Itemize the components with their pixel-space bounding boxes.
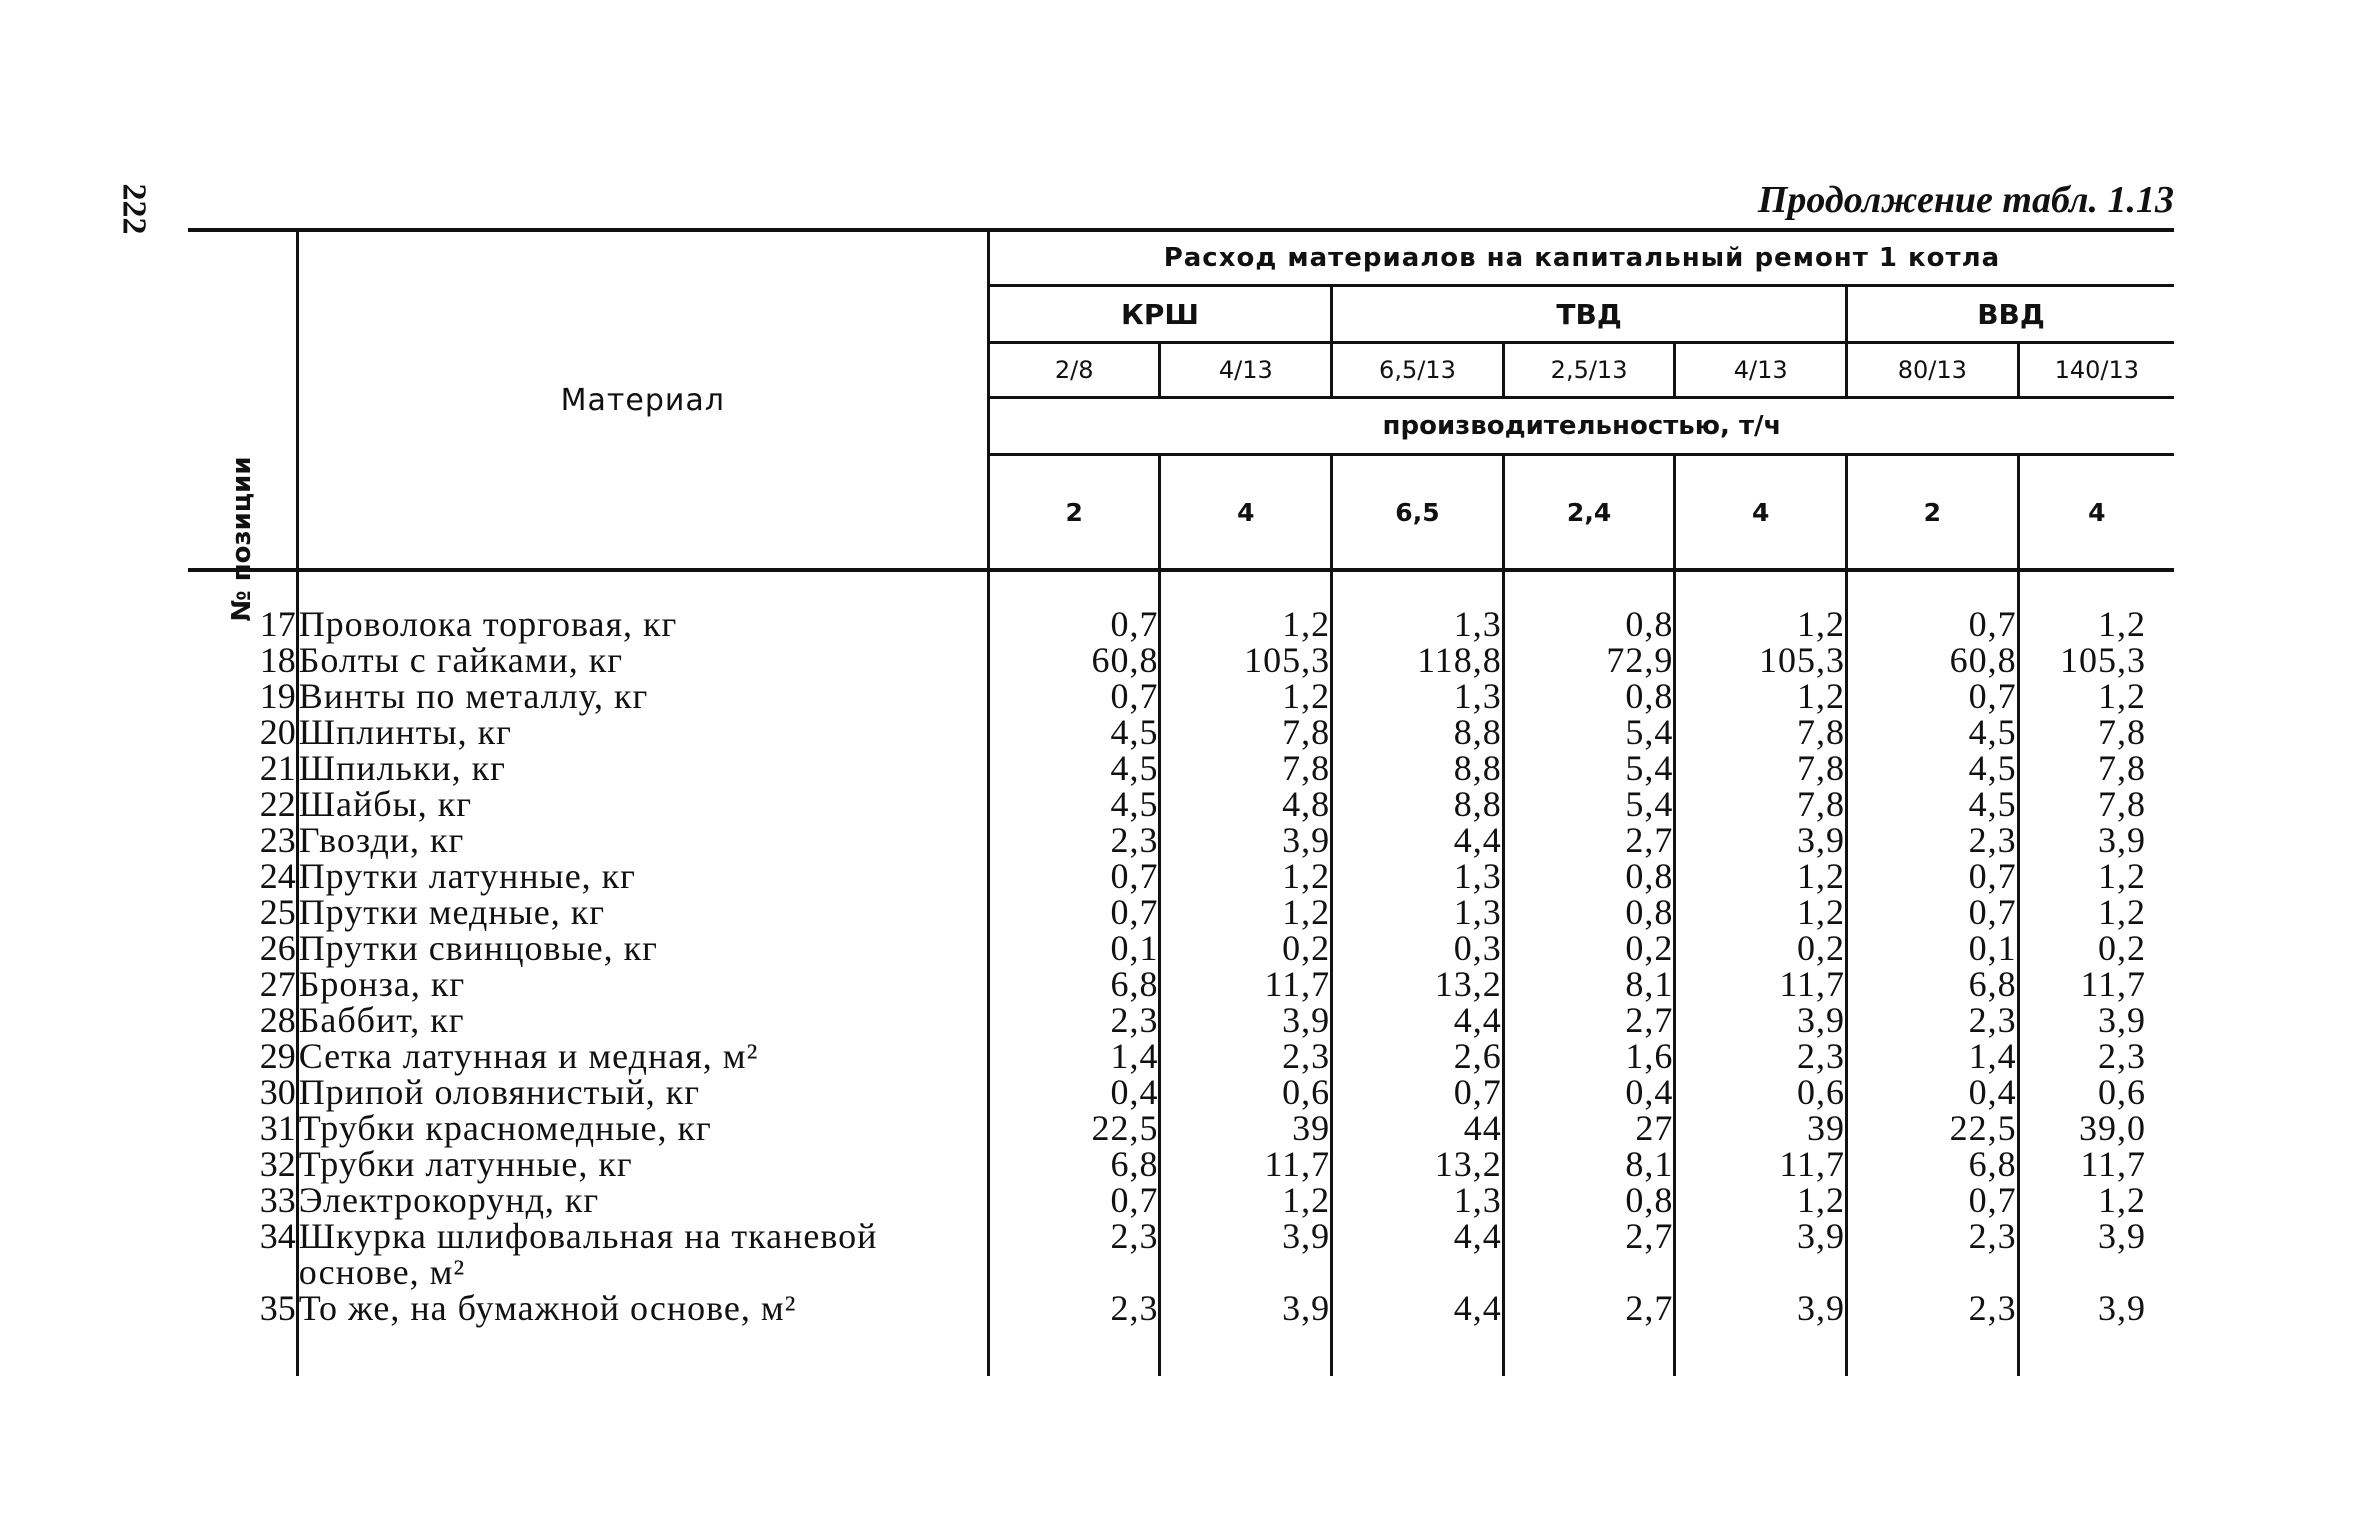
value-cell: 0,1 [1847, 930, 2019, 966]
table-row [188, 1074, 2174, 1110]
value-cell: 1,2 [1160, 858, 1332, 894]
position-number: 25 [188, 894, 297, 930]
position-number: 35 [188, 1290, 297, 1376]
table-row [188, 966, 2174, 1002]
value-cell: 6,8 [1847, 1146, 2019, 1182]
value-cell: 2,6 [1332, 1038, 1504, 1074]
value-cell: 4,5 [1847, 786, 2019, 822]
value-cell: 105,3 [2060, 640, 2146, 680]
position-number: 21 [188, 750, 297, 786]
table-row [188, 750, 2174, 786]
value-cell: 3,9 [1160, 822, 1332, 858]
pressure-header: 140/13 [2018, 343, 2174, 398]
consumption-spanning-header: Расход материалов на капитальный ремонт 1 котла [988, 232, 2174, 286]
value-cell: 22,5 [988, 1110, 1160, 1146]
position-number: 26 [188, 930, 297, 966]
value-cell: 2,3 [988, 1002, 1160, 1038]
value-cell: 0,2 [1675, 930, 1847, 966]
value-cell: 8,8 [1332, 714, 1504, 750]
value-cell: 11,7 [2080, 1144, 2146, 1184]
value-cell: 1,2 [1675, 858, 1847, 894]
value-cell: 8,8 [1332, 786, 1504, 822]
material-name: Припой оловянистый, кг [297, 1074, 988, 1110]
value-cell: 1,4 [1847, 1038, 2019, 1074]
value-cell: 8,1 [1503, 1146, 1675, 1182]
value-cell: 0,2 [2098, 928, 2146, 968]
value-cell: 0,6 [1160, 1074, 1332, 1110]
productivity-header: производительностью, т/ч [988, 398, 2174, 455]
value-cell: 3,9 [2098, 1000, 2146, 1040]
pressure-header: 2,5/13 [1503, 343, 1675, 398]
capacity-header: 2 [1847, 455, 2019, 569]
position-number: 19 [188, 678, 297, 714]
material-name: Шайбы, кг [297, 786, 988, 822]
value-cell: 4,5 [988, 714, 1160, 750]
value-cell: 1,4 [988, 1038, 1160, 1074]
group-header-tvd: ТВД [1332, 286, 1847, 343]
value-cell: 1,2 [2098, 892, 2146, 932]
value-cell: 2,3 [1847, 1290, 2019, 1376]
value-cell: 3,9 [1160, 1290, 1332, 1376]
value-cell: 0,7 [988, 894, 1160, 930]
position-number: 29 [188, 1038, 297, 1074]
pressure-header: 80/13 [1847, 343, 2019, 398]
value-cell: 7,8 [1675, 714, 1847, 750]
material-name: Винты по металлу, кг [297, 678, 988, 714]
value-cell: 2,3 [1675, 1038, 1847, 1074]
value-cell: 1,2 [2098, 676, 2146, 716]
value-cell: 39,0 [2079, 1108, 2146, 1148]
value-cell: 2,3 [1847, 1218, 2019, 1290]
value-cell: 1,2 [1160, 1182, 1332, 1218]
table-header [188, 230, 2174, 622]
value-cell: 6,8 [988, 966, 1160, 1002]
value-cell: 3,9 [1675, 822, 1847, 858]
table-row [188, 570, 2174, 642]
value-cell: 7,8 [1675, 786, 1847, 822]
value-cell: 0,7 [1847, 678, 2019, 714]
value-cell: 105,3 [1160, 642, 1332, 678]
value-cell: 0,2 [1503, 930, 1675, 966]
pressure-header: 4/13 [1160, 343, 1332, 398]
table-row [188, 714, 2174, 750]
value-cell: 4,4 [1332, 1290, 1504, 1376]
value-cell: 0,8 [1503, 678, 1675, 714]
value-cell: 7,8 [1160, 750, 1332, 786]
value-cell: 2,3 [2098, 1036, 2146, 1076]
table-row [188, 1182, 2174, 1218]
value-cell: 0,7 [988, 1182, 1160, 1218]
value-cell: 0,3 [1332, 930, 1504, 966]
value-cell: 8,8 [1332, 750, 1504, 786]
table-row [188, 1002, 2174, 1038]
value-cell: 2,3 [988, 1218, 1160, 1290]
position-number: 34 [188, 1218, 297, 1290]
value-cell: 1,2 [1160, 678, 1332, 714]
value-cell: 11,7 [1675, 1146, 1847, 1182]
value-cell: 7,8 [2098, 748, 2146, 788]
position-number: 31 [188, 1110, 297, 1146]
table-row [188, 822, 2174, 858]
capacity-header: 4 [1160, 455, 1332, 569]
table-row [188, 894, 2174, 930]
group-header-krsh: КРШ [988, 286, 1331, 343]
value-cell: 0,7 [1847, 894, 2019, 930]
material-name: Трубки красномедные, кг [297, 1110, 988, 1146]
position-number: 32 [188, 1146, 297, 1182]
value-cell: 0,6 [2098, 1072, 2146, 1112]
value-cell: 3,9 [1675, 1002, 1847, 1038]
value-cell: 0,2 [1160, 930, 1332, 966]
material-name: Прутки медные, кг [297, 894, 988, 930]
value-cell: 1,2 [1675, 894, 1847, 930]
value-cell: 22,5 [1847, 1110, 2019, 1146]
value-cell: 4,5 [1847, 714, 2019, 750]
value-cell: 118,8 [1332, 642, 1504, 678]
capacity-header: 2 [988, 455, 1160, 569]
value-cell: 1,2 [1160, 570, 1332, 642]
value-cell: 1,2 [1675, 1182, 1847, 1218]
position-number: 33 [188, 1182, 297, 1218]
value-cell: 7,8 [1160, 714, 1332, 750]
value-cell: 72,9 [1503, 642, 1675, 678]
value-cell: 4,5 [988, 786, 1160, 822]
group-header-vvd: ВВД [1847, 286, 2174, 343]
table-row [188, 1110, 2174, 1146]
value-cell: 1,6 [1503, 1038, 1675, 1074]
value-cell: 0,4 [1847, 1074, 2019, 1110]
value-cell: 4,8 [1160, 786, 1332, 822]
value-cell: 7,8 [1675, 750, 1847, 786]
value-cell: 60,8 [988, 642, 1160, 678]
value-cell: 2,7 [1503, 1002, 1675, 1038]
material-name: Болты с гайками, кг [297, 642, 988, 678]
table-row [188, 1290, 2174, 1376]
value-cell: 105,3 [1675, 642, 1847, 678]
value-cell: 5,4 [1503, 714, 1675, 750]
table-row [188, 1218, 2174, 1290]
value-cell: 0,1 [988, 930, 1160, 966]
value-cell: 1,2 [1160, 894, 1332, 930]
table-row [188, 786, 2174, 822]
value-cell: 0,8 [1503, 894, 1675, 930]
value-cell: 2,3 [1847, 1002, 2019, 1038]
value-cell: 2,3 [988, 1290, 1160, 1376]
value-cell: 4,5 [1847, 750, 2019, 786]
value-cell: 3,9 [1675, 1218, 1847, 1290]
pressure-header: 4/13 [1675, 343, 1847, 398]
value-cell: 1,3 [1332, 678, 1504, 714]
value-cell: 0,7 [1847, 858, 2019, 894]
value-cell: 39 [1675, 1110, 1847, 1146]
value-cell: 8,1 [1503, 966, 1675, 1002]
value-cell: 2,7 [1503, 1290, 1675, 1376]
value-cell: 0,8 [1503, 858, 1675, 894]
value-cell: 0,6 [1675, 1074, 1847, 1110]
position-number: 20 [188, 714, 297, 750]
value-cell: 2,3 [988, 822, 1160, 858]
value-cell: 1,2 [1675, 678, 1847, 714]
value-cell: 13,2 [1332, 966, 1504, 1002]
value-cell: 11,7 [1160, 966, 1332, 1002]
value-cell: 2,7 [1503, 822, 1675, 858]
page-number: 222 [115, 183, 153, 235]
capacity-header: 2,4 [1503, 455, 1675, 569]
value-cell: 39 [1160, 1110, 1332, 1146]
value-cell: 0,7 [1847, 570, 2019, 642]
table-row [188, 642, 2174, 678]
material-column-header: Материал [297, 232, 988, 568]
value-cell: 3,9 [1675, 1290, 1847, 1376]
position-column-header [188, 232, 297, 622]
value-cell: 0,4 [988, 1074, 1160, 1110]
table-row [188, 858, 2174, 894]
value-cell: 3,9 [2098, 1216, 2146, 1256]
material-name: Прутки латунные, кг [297, 858, 988, 894]
value-cell: 0,7 [988, 570, 1160, 642]
position-number: 18 [188, 642, 297, 678]
value-cell: 0,4 [1503, 1074, 1675, 1110]
table-caption: Продолжение табл. 1.13 [1757, 179, 2174, 221]
material-name: Трубки латунные, кг [297, 1146, 988, 1182]
pressure-header: 2/8 [988, 343, 1160, 398]
material-name: То же, на бумажной основе, м² [297, 1290, 988, 1376]
value-cell: 44 [1332, 1110, 1504, 1146]
value-cell: 0,7 [988, 858, 1160, 894]
material-name: Шкурка шлифовальная на тканевой основе, м² [297, 1218, 988, 1290]
value-cell: 11,7 [1160, 1146, 1332, 1182]
position-number: 17 [188, 570, 297, 642]
material-name: Электрокорунд, кг [297, 1182, 988, 1218]
table-row [188, 678, 2174, 714]
value-cell: 27 [1503, 1110, 1675, 1146]
capacity-header: 4 [1675, 455, 1847, 569]
material-name: Гвозди, кг [297, 822, 988, 858]
value-cell: 4,5 [988, 750, 1160, 786]
material-name: Шплинты, кг [297, 714, 988, 750]
table-row [188, 1146, 2174, 1182]
table-row [188, 930, 2174, 966]
value-cell: 13,2 [1332, 1146, 1504, 1182]
value-cell: 60,8 [1847, 642, 2019, 678]
position-number: 27 [188, 966, 297, 1002]
value-cell: 3,9 [1160, 1002, 1332, 1038]
material-name: Проволока торговая, кг [297, 570, 988, 642]
value-cell: 1,2 [2098, 1180, 2146, 1220]
position-column-label: № позиции [226, 456, 257, 622]
table-row [188, 1038, 2174, 1074]
value-cell: 6,8 [1847, 966, 2019, 1002]
material-name: Сетка латунная и медная, м² [297, 1038, 988, 1074]
value-cell: 2,3 [1847, 822, 2019, 858]
value-cell: 0,7 [1847, 1182, 2019, 1218]
capacity-header: 6,5 [1332, 455, 1504, 569]
value-cell: 5,4 [1503, 750, 1675, 786]
material-name: Баббит, кг [297, 1002, 988, 1038]
value-cell: 0,7 [1332, 1074, 1504, 1110]
value-cell: 2,7 [1503, 1218, 1675, 1290]
capacity-header: 4 [2088, 497, 2106, 527]
value-cell: 11,7 [2080, 964, 2146, 1004]
value-cell: 0,7 [988, 678, 1160, 714]
value-cell: 3,9 [1160, 1218, 1332, 1290]
value-cell: 1,3 [1332, 570, 1504, 642]
value-cell: 0,8 [1503, 570, 1675, 642]
materials-table [188, 228, 2174, 1376]
value-cell: 1,2 [2098, 856, 2146, 896]
table-body [188, 570, 2174, 1376]
value-cell: 7,8 [2098, 712, 2146, 752]
value-cell: 1,3 [1332, 1182, 1504, 1218]
position-number: 30 [188, 1074, 297, 1110]
value-cell: 4,4 [1332, 1002, 1504, 1038]
position-number: 24 [188, 858, 297, 894]
value-cell: 11,7 [1675, 966, 1847, 1002]
value-cell: 2,3 [1160, 1038, 1332, 1074]
material-name: Бронза, кг [297, 966, 988, 1002]
material-name: Шпильки, кг [297, 750, 988, 786]
pressure-header: 6,5/13 [1332, 343, 1504, 398]
value-cell: 4,4 [1332, 822, 1504, 858]
value-cell: 5,4 [1503, 786, 1675, 822]
position-number: 22 [188, 786, 297, 822]
value-cell: 6,8 [988, 1146, 1160, 1182]
value-cell: 3,9 [2098, 1288, 2146, 1328]
value-cell: 1,2 [2098, 604, 2146, 644]
value-cell: 1,3 [1332, 858, 1504, 894]
position-number: 28 [188, 1002, 297, 1038]
material-name: Прутки свинцовые, кг [297, 930, 988, 966]
value-cell: 1,2 [1675, 570, 1847, 642]
value-cell: 0,8 [1503, 1182, 1675, 1218]
value-cell: 7,8 [2098, 784, 2146, 824]
value-cell: 4,4 [1332, 1218, 1504, 1290]
value-cell: 1,3 [1332, 894, 1504, 930]
value-cell: 3,9 [2098, 820, 2146, 860]
position-number: 23 [188, 822, 297, 858]
